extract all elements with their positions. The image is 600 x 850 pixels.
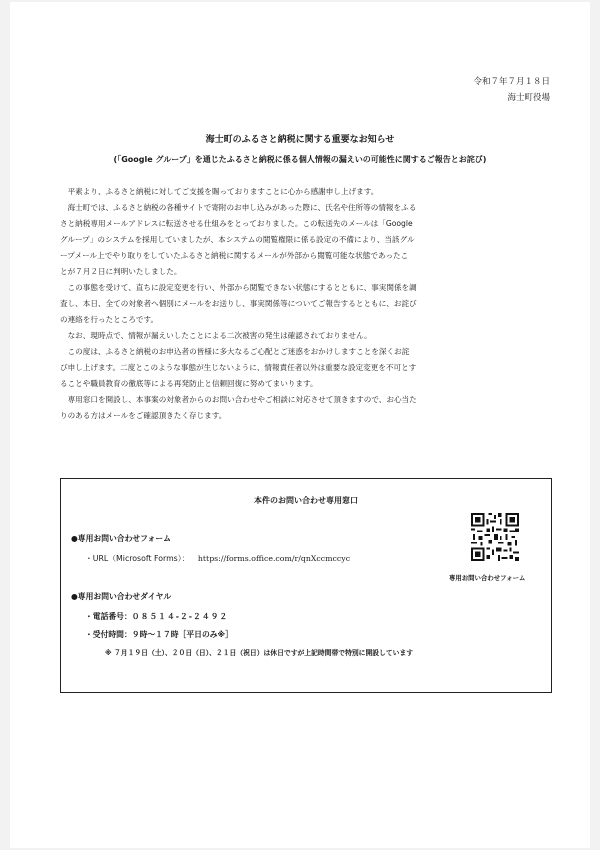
body-paragraph-1 — [60, 184, 548, 200]
notice-subtitle: (「Google グループ」を通じたふるさと納税に係る個人情報の漏えいの可能性に関するご報告とお詫び) — [113, 155, 487, 164]
body-line: グループ」のシステムを採用していましたが、本システムの閲覧権限に係る設定の不備により、当該グル — [60, 235, 415, 244]
body-line: 海士町では、ふるさと納税の各種サイトで寄附のお申し込みがあった際に、氏名や住所等の情報をふる — [67, 203, 417, 212]
document-page — [10, 2, 590, 848]
form-url-link[interactable]: https://forms.office.com/r/qnXccmccyc — [197, 554, 351, 563]
body-paragraph-2 — [60, 200, 548, 280]
url-label: ・URL（Microsoft Forms）： — [85, 554, 190, 563]
body-line: ることや職員教育の徹底等による再発防止と信頼回復に努めてまいります。 — [60, 379, 318, 388]
body-line: 専用窓口を開設し、本事案の対象者からのお問い合わせやご相談に対応させて頂きますので、お心当た — [67, 395, 417, 404]
hours-label: ・受付時間： — [85, 630, 132, 639]
phone-label: ・電話番号： — [85, 612, 132, 621]
body-paragraph-5 — [60, 344, 548, 392]
contact-title: 本件のお問い合わせ専用窓口 — [254, 496, 358, 505]
body-paragraph-3 — [60, 280, 548, 328]
body-line: 査し、本日、全ての対象者へ個別にメールをお送りし、事実関係等についてご報告するとともに、お詫び — [60, 299, 417, 308]
body-line: りのある方はメールをご確認頂きたく存じます。 — [60, 411, 227, 420]
body-line: この度は、ふるさと納税のお申込者の皆様に多大なるご心配とご迷惑をおかけしますことを深くお詫 — [67, 347, 410, 356]
document-meta — [473, 74, 550, 106]
body-line: さと納税専用メールアドレスに転送させる仕組みをとっておりました。この転送先のメールは「Google — [60, 219, 413, 228]
body-line: この事態を受けて、直ちに設定変更を行い、外部から閲覧できない状態にするとともに、事実関係を調 — [67, 283, 417, 292]
body-line: ープメール上でやり取りをしていたふるさと納税に関するメールが外部から閲覧可能な状態であったこ — [60, 251, 409, 260]
body-paragraph-4 — [60, 328, 548, 344]
body-line: び申し上げます。二度とこのような事態が生じないように、情報責任者以外は重要な設定変更を不可とす — [60, 363, 417, 372]
qr-label: 専用お問い合わせフォーム — [449, 574, 526, 582]
body-line: 平素より、ふるさと納税に対してご支援を賜っておりますことに心から感謝申し上げます。 — [67, 187, 379, 196]
qr-code-icon[interactable] — [471, 513, 519, 561]
notice-title: 海士町のふるさと納税に関する重要なお知らせ — [205, 135, 395, 145]
issue-date: 令和７年７月１８日 — [473, 77, 550, 87]
hours-row — [85, 629, 233, 640]
contact-box — [60, 478, 552, 693]
holiday-note: ※ ７月１９日（土）、２０日（日）、２１日（祝日）は休日ですが上記時間帯で特別に開設しています — [105, 649, 414, 657]
phone-number: ０８５１４-２-２４９２ — [131, 612, 229, 621]
body-paragraph-6 — [60, 392, 548, 424]
body-line: とが７月２日に判明いたしました。 — [60, 267, 182, 276]
issuer-name: 海士町役場 — [507, 93, 550, 103]
notice-body — [60, 184, 548, 424]
body-line: なお、現時点で、情報が漏えいしたことによる二次被害の発生は確認されておりません。 — [67, 331, 372, 340]
body-line: の連絡を行ったところです。 — [60, 315, 159, 324]
hours-value: ９時～１７時［平日のみ※］ — [131, 630, 233, 639]
dial-heading: ●専用お問い合わせダイヤル — [71, 592, 172, 601]
phone-row — [85, 611, 228, 622]
form-heading: ●専用お問い合わせフォーム — [71, 534, 171, 543]
url-row — [85, 553, 350, 564]
